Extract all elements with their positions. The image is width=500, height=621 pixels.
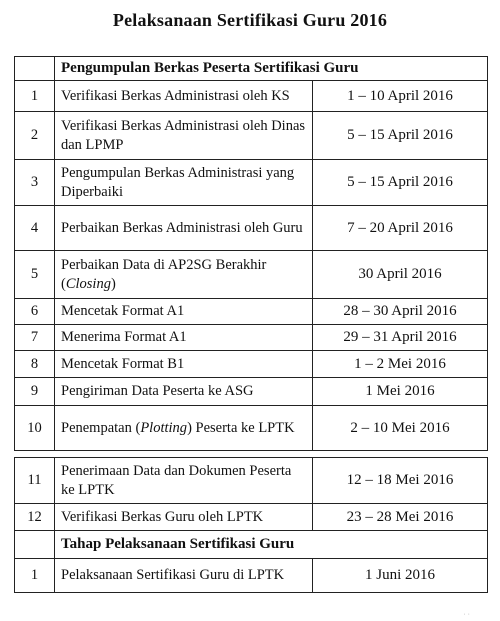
activity-text: Penempatan ( [61,419,141,436]
row-date: 7 – 20 April 2016 [313,206,488,251]
row-date: 5 – 15 April 2016 [313,160,488,206]
section-heading: Pengumpulan Berkas Peserta Sertifikasi Guru [55,57,488,81]
activity-text: ) [110,275,116,292]
table-row [15,378,488,406]
row-activity: Pengiriman Data Peserta ke ASG [55,378,313,406]
row-number: 9 [15,378,55,406]
row-date: 1 Juni 2016 [313,559,488,593]
row-date: 30 April 2016 [313,251,488,299]
page-title: Pelaksanaan Sertifikasi Guru 2016 [112,10,388,30]
row-number: 1 [15,81,55,112]
row-date: 1 Mei 2016 [313,378,488,406]
table-row [15,351,488,378]
row-number: 8 [15,351,55,378]
row-date: 28 – 30 April 2016 [313,299,488,325]
row-activity: Perbaikan Berkas Administrasi oleh Guru [55,206,313,251]
row-date: 29 – 31 April 2016 [313,325,488,351]
row-activity: Menerima Format A1 [55,325,313,351]
row-activity: Pelaksanaan Sertifikasi Guru di LPTK [55,559,313,593]
activity-text: ) Peserta ke LPTK [187,419,295,436]
row-date: 12 – 18 Mei 2016 [313,458,488,504]
table-row [15,458,488,504]
gap-cell [15,451,488,458]
row-number: 6 [15,299,55,325]
table-row [15,81,488,112]
row-date: 5 – 15 April 2016 [313,112,488,160]
table-row [15,251,488,299]
row-number: 3 [15,160,55,206]
section-heading: Tahap Pelaksanaan Sertifikasi Guru [55,531,488,559]
row-number: 7 [15,325,55,351]
row-activity: Mencetak Format B1 [55,351,313,378]
section-header-row [15,531,488,559]
row-activity [55,251,313,299]
row-date: 1 – 10 April 2016 [313,81,488,112]
row-activity: Pengumpulan Berkas Administrasi yang Diperbaiki [55,160,313,206]
table-row [15,504,488,531]
table-row [15,299,488,325]
row-activity: Verifikasi Berkas Administrasi oleh KS [55,81,313,112]
section-number [15,57,55,81]
table-row [15,160,488,206]
row-number: 2 [15,112,55,160]
row-activity: Penerimaan Data dan Dokumen Peserta ke LPTK [55,458,313,504]
row-activity: Verifikasi Berkas Guru oleh LPTK [55,504,313,531]
table-row [15,206,488,251]
activity-emphasis: Plotting [140,419,188,436]
row-number: 4 [15,206,55,251]
schedule-table [14,56,488,593]
row-activity: Verifikasi Berkas Administrasi oleh Dinas dan LPMP [55,112,313,160]
row-activity: Mencetak Format A1 [55,299,313,325]
row-number: 12 [15,504,55,531]
table-row [15,559,488,593]
row-number: 5 [15,251,55,299]
row-number: 1 [15,559,55,593]
row-gap [15,451,488,458]
page-mark: · · [463,611,470,618]
table-row [15,325,488,351]
section-header-row [15,57,488,81]
section-number [15,531,55,559]
table-row [15,406,488,451]
activity-emphasis: Closing [65,275,111,292]
activity-text: Perbaikan Data di AP2SG Berakhir ( [61,256,267,292]
row-activity [55,406,313,451]
table-row [15,112,488,160]
row-number: 11 [15,458,55,504]
row-number: 10 [15,406,55,451]
row-date: 1 – 2 Mei 2016 [313,351,488,378]
row-date: 2 – 10 Mei 2016 [313,406,488,451]
row-date: 23 – 28 Mei 2016 [313,504,488,531]
